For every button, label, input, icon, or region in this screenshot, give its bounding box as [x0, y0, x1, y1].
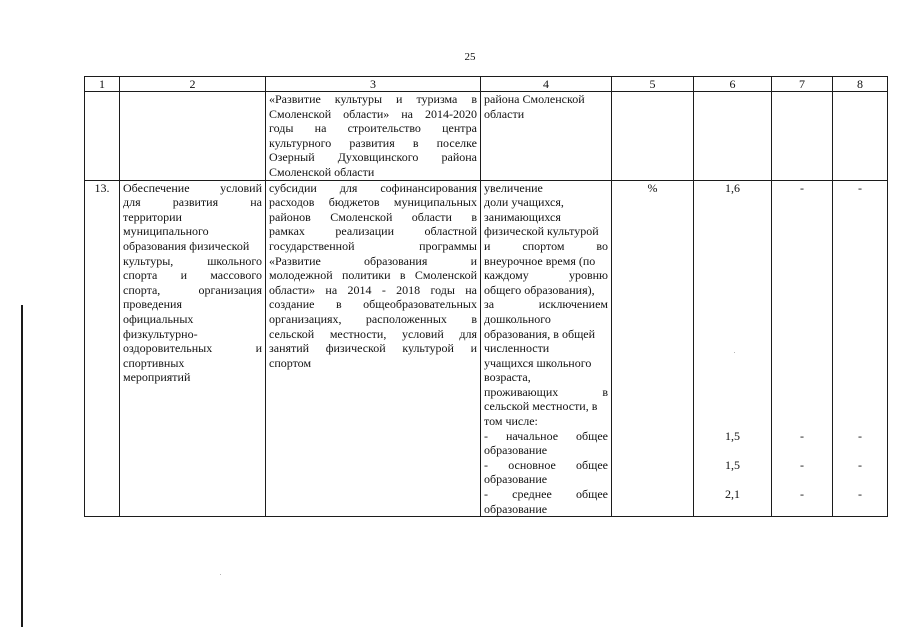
- unit-value: %: [647, 180, 658, 195]
- subrow-label: образование: [484, 501, 548, 516]
- text-line: дошкольного: [484, 311, 551, 326]
- col7-cell: [772, 180, 833, 517]
- text-line: сельской местности, в: [484, 399, 598, 414]
- text-line: увеличение: [484, 180, 543, 195]
- value: 1,5: [725, 457, 740, 472]
- text-line: культуры, школьного: [123, 253, 262, 268]
- row13-col2-cell: [120, 180, 266, 517]
- unit-cell: [612, 180, 694, 517]
- subrow-label: образование: [484, 443, 548, 458]
- header-cell: 1: [85, 77, 120, 92]
- value: 2,1: [725, 487, 740, 502]
- text-line: Озерный Духовщинского района: [269, 150, 477, 165]
- text-line: численности: [484, 341, 550, 356]
- text-line: каждому уровню: [484, 268, 608, 283]
- row13-col4-cell: [481, 180, 612, 517]
- value: -: [858, 487, 862, 502]
- text-line: Смоленской области: [269, 164, 375, 179]
- text-line: официальных: [123, 311, 194, 326]
- cell-empty: [120, 92, 266, 181]
- text-line: расходов бюджетов муниципальных: [269, 195, 477, 210]
- text-line: «Развитие культуры и туризма в: [269, 92, 477, 106]
- row-13: [85, 180, 888, 517]
- text-line: молодежной политики в Смоленской: [269, 268, 477, 283]
- text-line: организациях, расположенных в: [269, 311, 477, 326]
- text-line: области» на 2014 - 2018 годы на: [269, 282, 477, 297]
- header-cell: 6: [694, 77, 772, 92]
- text-line: проведения: [123, 297, 182, 312]
- text-line: создание в общеобразовательных: [269, 297, 477, 312]
- text-line: сельской местности, условий для: [269, 326, 477, 341]
- header-cell: 2: [120, 77, 266, 92]
- text-line: занимающихся: [484, 209, 561, 224]
- header-cell: 3: [266, 77, 481, 92]
- text-line: Обеспечение условий: [123, 180, 262, 195]
- text-line: образования физической: [123, 238, 250, 253]
- col6-cell: [694, 180, 772, 517]
- continuation-row: [85, 92, 888, 181]
- text-line: том числе:: [484, 414, 538, 429]
- text-line: муниципального: [123, 224, 209, 239]
- cell-empty: [85, 92, 120, 181]
- value: -: [800, 487, 804, 502]
- text-line: области: [484, 106, 525, 121]
- value: -: [858, 457, 862, 472]
- subrow-label: - среднее общее: [484, 487, 608, 502]
- value: -: [800, 180, 804, 195]
- text-line: для развития на: [123, 195, 262, 210]
- cell-empty: [694, 92, 772, 181]
- data-table: [84, 76, 888, 517]
- scan-speck: [220, 574, 221, 575]
- text-line: мероприятий: [123, 370, 191, 385]
- text-line: учащихся школьного: [484, 355, 592, 370]
- header-cell: 8: [833, 77, 888, 92]
- page-number: 25: [464, 51, 476, 63]
- text-line: культурного развития в поселке: [269, 135, 477, 150]
- text-line: спорта, организация: [123, 282, 262, 297]
- header-cell: 4: [481, 77, 612, 92]
- text-line: доли учащихся,: [484, 195, 564, 210]
- text-line: физической культурой: [484, 224, 599, 239]
- text-line: Смоленской области» на 2014-2020: [269, 106, 477, 121]
- text-line: районов Смоленской области в: [269, 209, 477, 224]
- header-row: [85, 77, 888, 92]
- text-line: занятий физической культурой и: [269, 341, 477, 356]
- col8-cell: [833, 180, 888, 517]
- text-line: спортивных: [123, 355, 185, 370]
- row13-col3-cell: [266, 180, 481, 517]
- cell-empty: [772, 92, 833, 181]
- value: 1,5: [725, 428, 740, 443]
- value: -: [858, 428, 862, 443]
- row-number: 13.: [85, 180, 120, 517]
- value: -: [800, 428, 804, 443]
- text-line: спортом: [269, 355, 312, 370]
- text-line: района Смоленской: [484, 92, 585, 106]
- text-line: внеурочное время (по: [484, 253, 596, 268]
- text-line: физкультурно-: [123, 326, 198, 341]
- text-line: оздоровительных и: [123, 341, 262, 356]
- text-line: годы на строительство центра: [269, 121, 477, 136]
- text-line: за исключением: [484, 297, 608, 312]
- text-line: общего образования),: [484, 282, 595, 297]
- cont-col3-cell: [266, 92, 481, 181]
- cell-empty: [612, 92, 694, 181]
- header-cell: 7: [772, 77, 833, 92]
- value: -: [858, 180, 862, 195]
- text-line: образования, в общей: [484, 326, 596, 341]
- subrow-label: - начальное общее: [484, 428, 608, 443]
- subrow-label: образование: [484, 472, 548, 487]
- value: -: [800, 457, 804, 472]
- text-line: спорта и массового: [123, 268, 262, 283]
- cell-empty: [833, 92, 888, 181]
- text-line: и спортом во: [484, 238, 608, 253]
- text-line: возраста,: [484, 370, 531, 385]
- value: 1,6: [725, 180, 740, 195]
- text-line: территории: [123, 209, 182, 224]
- text-line: субсидии для софинансирования: [269, 180, 477, 195]
- scan-edge-line: [21, 305, 23, 627]
- text-line: «Развитие образования и: [269, 253, 477, 268]
- text-line: проживающих в: [484, 384, 608, 399]
- text-line: государственной программы: [269, 238, 477, 253]
- subrow-label: - основное общее: [484, 457, 608, 472]
- cont-col4-cell: [481, 92, 612, 181]
- text-line: рамках реализации областной: [269, 224, 477, 239]
- header-cell: 5: [612, 77, 694, 92]
